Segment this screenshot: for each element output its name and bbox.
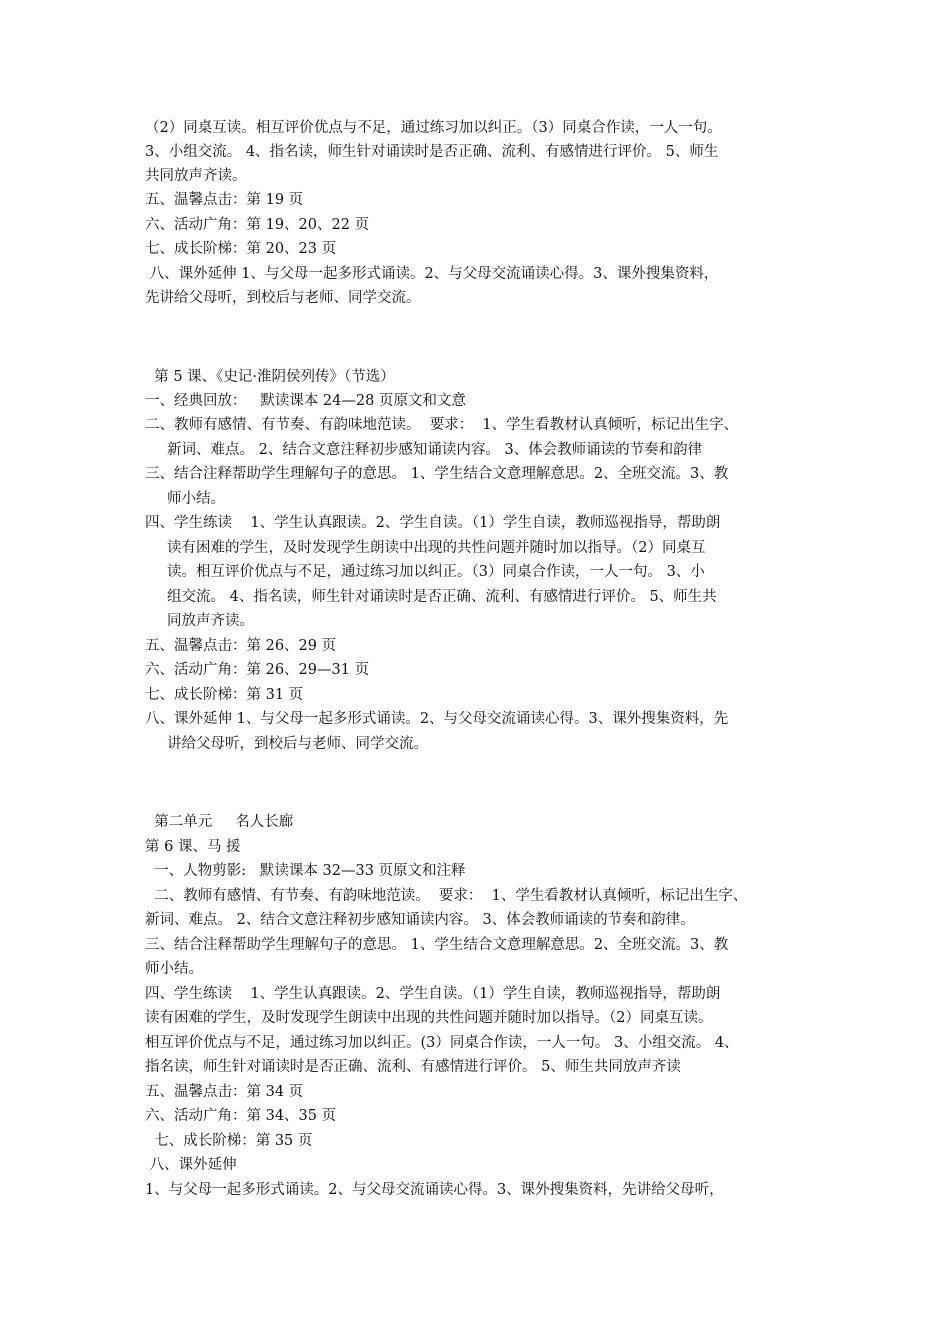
text-line: 共同放声齐读。: [145, 168, 247, 184]
text-line: 六、活动广角：第 34、35 页: [145, 1108, 337, 1124]
text-line: 八、课外延伸 1、与父母一起多形式诵读。2、与父母交流诵读心得。3、课外搜集资料，: [145, 266, 719, 282]
text-line: 三、结合注释帮助学生理解句子的意思。 1、学生结合文意理解意思。2、全班交流。3、教: [145, 937, 729, 953]
text-line: 五、温馨点击：第 19 页: [145, 192, 304, 208]
text-line: 六、活动广角：第 19、20、22 页: [145, 217, 370, 233]
text-line: 二、教师有感情、有节奏、有韵味地范读。 要求： 1、学生看教材认真倾听，标记出生字、: [145, 417, 739, 433]
text-line: 1、与父母一起多形式诵读。2、与父母交流诵读心得。3、课外搜集资料，先讲给父母听，: [145, 1182, 724, 1198]
unit-title: 第二单元 名人长廊: [145, 814, 294, 830]
text-line: 读。相互评价优点与不足，通过练习加以纠正。（3）同桌合作读，一人一句。 3、小: [167, 564, 705, 580]
text-line: 八、课外延伸 1、与父母一起多形式诵读。2、与父母交流诵读心得。3、课外搜集资料，先: [145, 711, 729, 727]
text-line: （2）同桌互读。相互评价优点与不足，通过练习加以纠正。（3）同桌合作读，一人一句。: [145, 120, 722, 136]
text-line: 一、经典回放： 默读课本 24—28 页原文和文意: [145, 393, 466, 409]
text-line: 四、学生练读 1、学生认真跟读。2、学生自读。（1）学生自读，教师巡视指导，帮助朗: [145, 986, 721, 1002]
text-line: 同放声齐读。: [167, 613, 254, 629]
text-line: 七、成长阶梯：第 20、23 页: [145, 241, 337, 257]
text-line: 八、课外延伸: [145, 1157, 237, 1173]
lesson-title: 第 5 课、《史记·淮阴侯列传》（节选）: [145, 369, 395, 385]
text-line: 新词、难点。 2、结合文意注释初步感知诵读内容。 3、体会教师诵读的节奏和韵律: [167, 442, 703, 458]
text-line: 四、学生练读 1、学生认真跟读。2、学生自读。（1）学生自读，教师巡视指导，帮助朗: [145, 515, 721, 531]
text-line: 五、温馨点击：第 34 页: [145, 1084, 304, 1100]
text-line: 六、活动广角：第 26、29—31 页: [145, 662, 370, 678]
text-line: 二、教师有感情、有节奏、有韵味地范读。 要求： 1、学生看教材认真倾听，标记出生字、: [145, 888, 748, 904]
text-line: 读有困难的学生，及时发现学生朗读中出现的共性问题并随时加以指导。（2）同桌互: [167, 540, 706, 556]
text-line: 先讲给父母听，到校后与老师、同学交流。: [145, 290, 421, 306]
text-line: 组交流。 4、指名读，师生针对诵读时是否正确、流利、有感情进行评价。 5、师生共: [167, 589, 717, 605]
text-line: 新词、难点。 2、结合文意注释初步感知诵读内容。 3、体会教师诵读的节奏和韵律。: [145, 912, 695, 928]
text-line: 七、成长阶梯：第 35 页: [145, 1133, 313, 1149]
text-line: 讲给父母听，到校后与老师、同学交流。: [167, 736, 428, 752]
text-line: 3、小组交流。 4、指名读，师生针对诵读时是否正确、流利、有感情进行评价。 5、师生: [145, 144, 719, 160]
text-line: 相互评价优点与不足，通过练习加以纠正。(3）同桌合作读，一人一句。 3、小组交流。 4、: [145, 1035, 739, 1051]
text-line: 指名读，师生针对诵读时是否正确、流利、有感情进行评价。 5、师生共同放声齐读: [145, 1059, 681, 1075]
text-line: 读有困难的学生，及时发现学生朗读中出现的共性问题并随时加以指导。（2）同桌互读。: [145, 1010, 713, 1026]
text-line: 一、人物剪影: 默读课本 32—33 页原文和注释: [145, 863, 466, 879]
text-line: 三、结合注释帮助学生理解句子的意思。 1、学生结合文意理解意思。2、全班交流。3、教: [145, 466, 729, 482]
text-line: 五、温馨点击：第 26、29 页: [145, 638, 337, 654]
text-line: 七、成长阶梯：第 31 页: [145, 687, 304, 703]
lesson-title: 第 6 课、马 援: [145, 839, 241, 855]
text-line: 师小结。: [145, 961, 203, 977]
text-line: 师小结。: [167, 491, 225, 507]
